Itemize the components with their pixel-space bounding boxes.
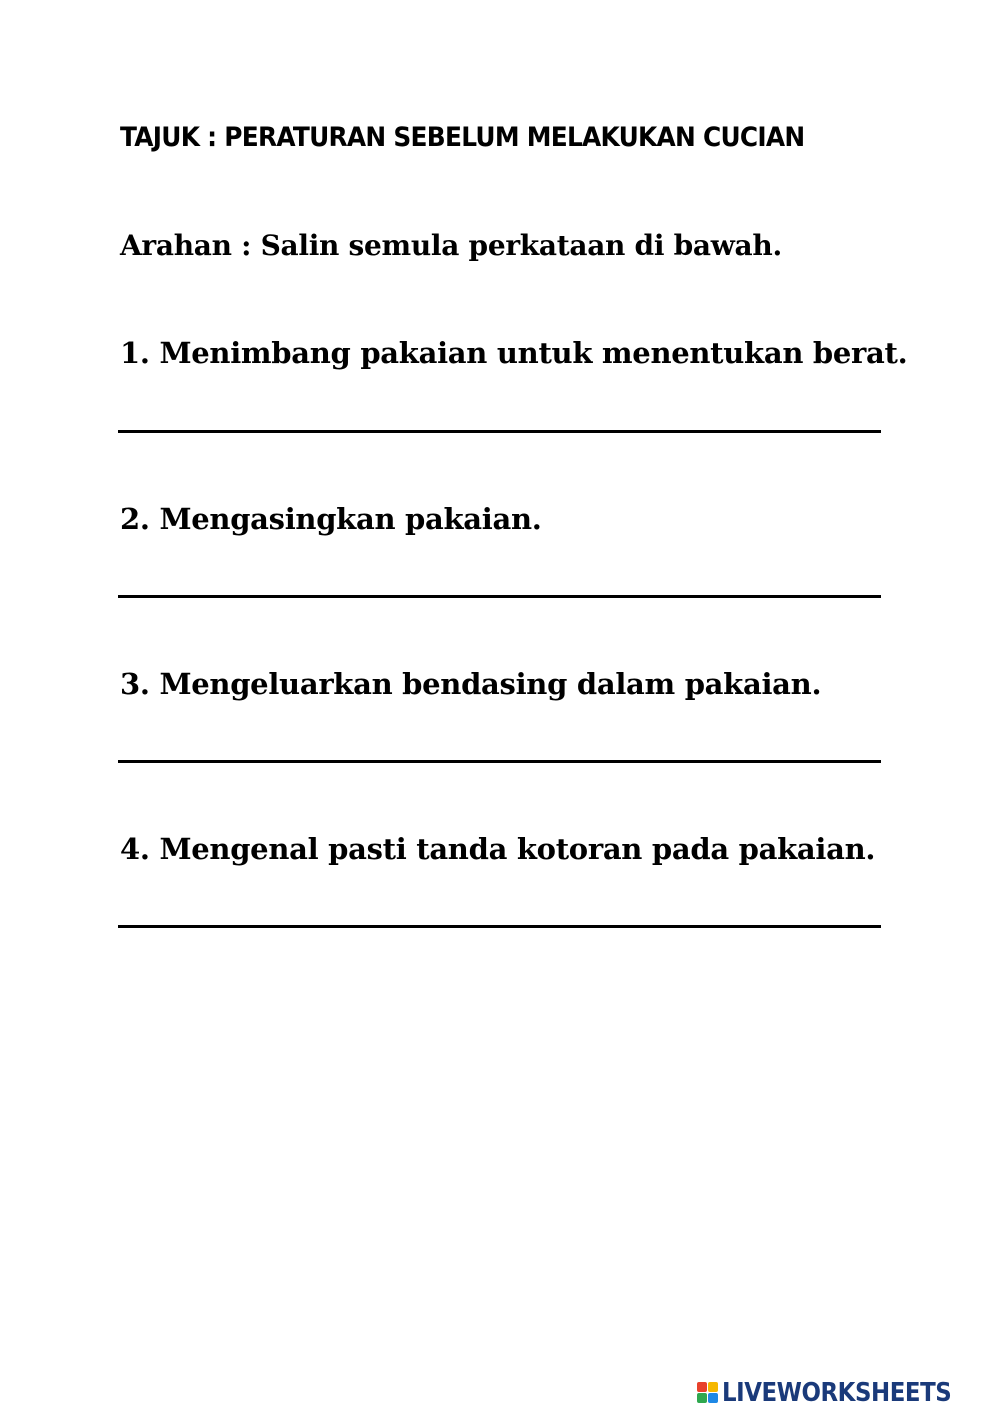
logo-square-blue [708, 1393, 718, 1403]
answer-line-3[interactable] [118, 760, 881, 763]
answer-line-2[interactable] [118, 595, 881, 598]
question-2: 2. Mengasingkan pakaian. [120, 502, 542, 536]
question-3: 3. Mengeluarkan bendasing dalam pakaian. [120, 667, 822, 701]
liveworksheets-logo [697, 1380, 983, 1406]
answer-line-1[interactable] [118, 430, 881, 433]
question-4: 4. Mengenal pasti tanda kotoran pada pakaian. [120, 832, 876, 866]
page-title: TAJUK : PERATURAN SEBELUM MELAKUKAN CUCIAN [120, 122, 805, 153]
answer-line-4[interactable] [118, 925, 881, 928]
instruction-text: Arahan : Salin semula perkataan di bawah. [120, 229, 782, 262]
liveworksheets-icon [697, 1382, 719, 1404]
brand-name: LIVEWORKSHEETS [722, 1378, 952, 1408]
logo-square-green [697, 1393, 707, 1403]
question-1: 1. Menimbang pakaian untuk menentukan berat. [120, 336, 908, 370]
logo-square-red [697, 1382, 707, 1392]
logo-square-yellow [708, 1382, 718, 1392]
